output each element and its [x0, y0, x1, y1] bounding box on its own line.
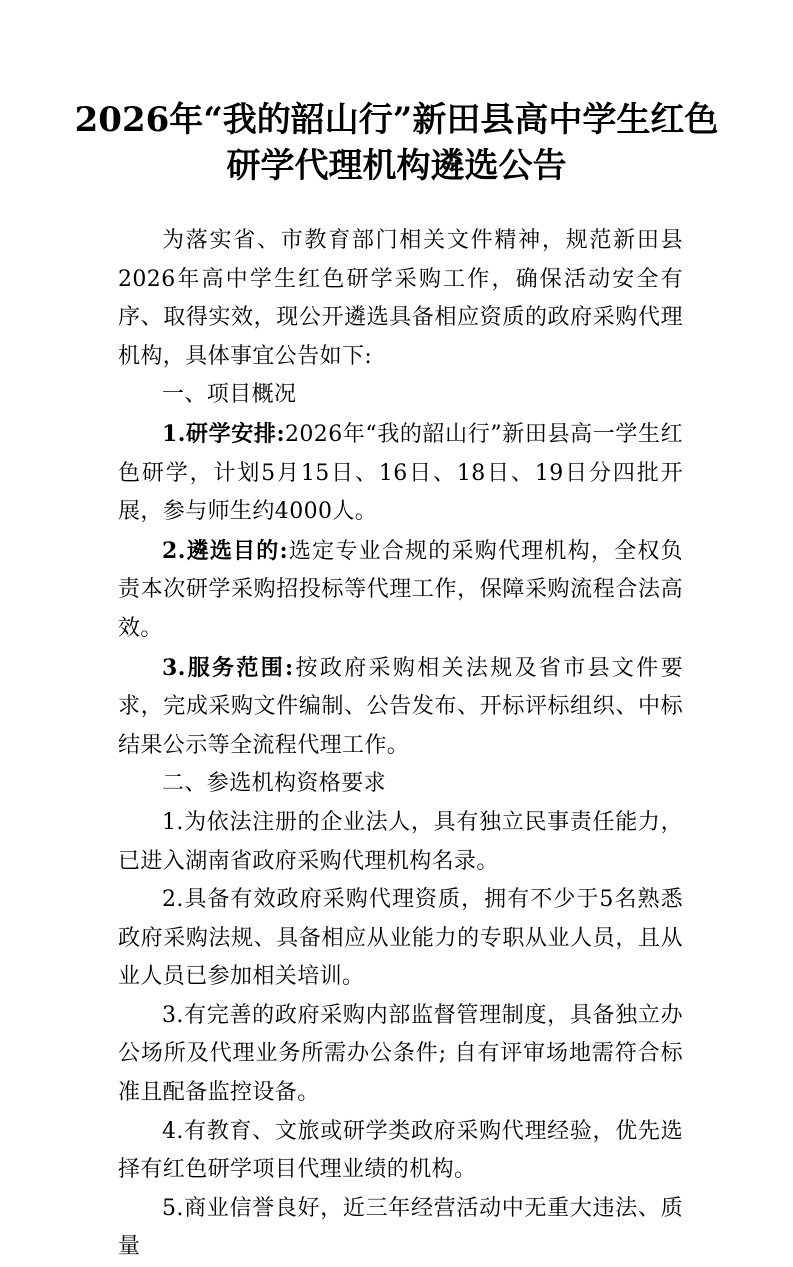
section-2-item-4: 4.有教育、文旅或研学类政府采购代理经验，优先选择有红色研学项目代理业绩的机构。 — [118, 1118, 683, 1183]
section-1-item-2 — [118, 532, 683, 649]
section-1-item-3 — [118, 649, 683, 766]
item-text: 按政府采购相关法规及省市县文件要求，完成采购文件编制、公告发布、开标评标组织、中标结果公示等全流程代理工作。 — [118, 655, 684, 758]
item-lead: 2.遴选目的: — [162, 537, 289, 564]
section-1-item-1 — [118, 415, 683, 532]
item-text: 2026年“我的韶山行”新田县高一学生红色研学，计划5月15日、16日、18日、19日分四批开展，参与师生约4000人。 — [118, 421, 684, 525]
item-lead: 3.服务范围: — [162, 654, 294, 681]
intro-paragraph: 为落实省、市教育部门相关文件精神，规范新田县2026年高中学生红色研学采购工作，确保活动安全有序、取得实效，现公开遴选具备相应资质的政府采购代理机构，具体事宜公告如下: — [118, 228, 683, 369]
document-title-line-1: 2026年“我的韶山行”新田县高中学生红色 — [74, 100, 719, 140]
section-2-item-5: 5.商业信誉良好，近三年经营活动中无重大违法、质量 — [118, 1195, 683, 1260]
item-text: 选定专业合规的采购代理机构，全权负责本次研学采购招投标等代理工作，保障采购流程合法高效。 — [118, 538, 683, 641]
section-2-heading: 二、参选机构资格要求 — [162, 771, 387, 797]
section-2-item-1: 1.为依法注册的企业法人，具有独立民事责任能力，已进入湖南省政府采购代理机构名录。 — [118, 809, 683, 874]
section-1-heading: 一、项目概况 — [162, 382, 297, 408]
document-body — [118, 222, 683, 1267]
document-title-line-2: 研学代理机构遴选公告 — [226, 146, 567, 186]
item-lead: 1.研学安排: — [162, 420, 285, 447]
section-2-item-3: 3.有完善的政府采购内部监督管理制度，具备独立办公场所及代理业务所需办公条件; 自有评审场地需符合标准且配备监控设备。 — [118, 1002, 683, 1106]
section-2-item-2: 2.具备有效政府采购代理资质，拥有不少于5名熟悉政府采购法规、具备相应从业能力的专职从业人员，且从业人员已参加相关培训。 — [118, 887, 683, 990]
